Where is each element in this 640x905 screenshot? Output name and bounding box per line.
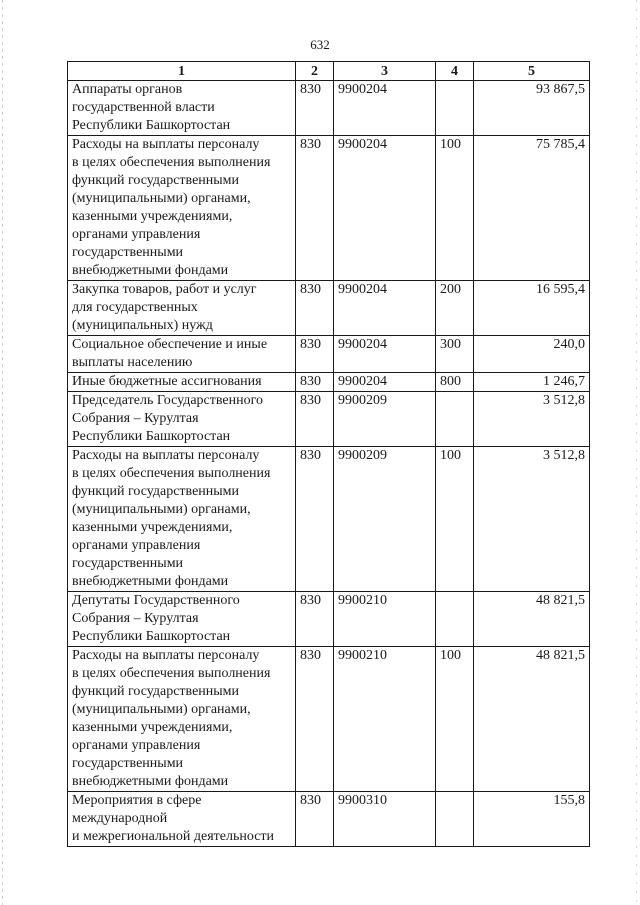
- row-program-code: 9900210: [334, 592, 436, 647]
- table-row: [68, 592, 590, 647]
- description-line: казенными учреждениями,: [72, 209, 233, 224]
- row-ministry-code: 830: [296, 647, 334, 792]
- description-line: Республики Башкортостан: [72, 429, 231, 444]
- table-header: [68, 62, 590, 81]
- description-line: внебюджетными фондами: [72, 774, 229, 789]
- description-line: (муниципальных) нужд: [72, 318, 213, 333]
- description-line: Мероприятия в сфере: [72, 793, 202, 808]
- description-line: Расходы на выплаты персоналу: [72, 448, 260, 463]
- description-line: Расходы на выплаты персоналу: [72, 648, 260, 663]
- table-row: [68, 373, 590, 392]
- description-line: и межрегиональной деятельности: [72, 829, 275, 844]
- description-line: органами управления: [72, 738, 201, 753]
- table-row: [68, 336, 590, 373]
- row-description: [68, 336, 296, 373]
- row-amount: 3 512,8: [474, 447, 590, 592]
- page-number: 632: [310, 37, 330, 52]
- row-ministry-code: 830: [296, 281, 334, 336]
- description-line: казенными учреждениями,: [72, 720, 233, 735]
- row-ministry-code: 830: [296, 373, 334, 392]
- row-expense-type: 800: [436, 373, 474, 392]
- description-line: Аппараты органов: [72, 82, 183, 97]
- description-line: государственными: [72, 556, 184, 571]
- row-program-code: 9900204: [334, 336, 436, 373]
- description-line: в целях обеспечения выполнения: [72, 666, 271, 681]
- row-program-code: 9900204: [334, 373, 436, 392]
- row-program-code: 9900204: [334, 136, 436, 281]
- row-description: [68, 136, 296, 281]
- header-col-2: 2: [296, 62, 334, 81]
- row-amount: 48 821,5: [474, 647, 590, 792]
- description-line: органами управления: [72, 538, 201, 553]
- header-col-4: 4: [436, 62, 474, 81]
- description-line: международной: [72, 811, 168, 826]
- row-amount: 240,0: [474, 336, 590, 373]
- description-line: внебюджетными фондами: [72, 574, 229, 589]
- table-row: [68, 136, 590, 281]
- row-expense-type: 100: [436, 136, 474, 281]
- description-line: Собрания – Курултая: [72, 611, 199, 626]
- row-program-code: 9900209: [334, 392, 436, 447]
- row-program-code: 9900209: [334, 447, 436, 592]
- row-ministry-code: 830: [296, 81, 334, 136]
- row-amount: 16 595,4: [474, 281, 590, 336]
- table-row: [68, 447, 590, 592]
- row-description: [68, 373, 296, 392]
- header-col-5: 5: [474, 62, 590, 81]
- description-line: Социальное обеспечение и иные: [72, 337, 268, 352]
- description-line: для государственных: [72, 300, 198, 315]
- description-line: органами управления: [72, 227, 201, 242]
- scan-edge-left: [2, 0, 3, 905]
- row-ministry-code: 830: [296, 392, 334, 447]
- row-expense-type: [436, 81, 474, 136]
- header-col-3: 3: [334, 62, 436, 81]
- description-line: функций государственными: [72, 484, 240, 499]
- row-expense-type: [436, 592, 474, 647]
- row-amount: 93 867,5: [474, 81, 590, 136]
- scan-edge-right: [636, 0, 637, 905]
- row-description: [68, 792, 296, 847]
- row-description: [68, 81, 296, 136]
- description-line: Председатель Государственного: [72, 393, 264, 408]
- header-col-1: 1: [68, 62, 296, 81]
- row-program-code: 9900310: [334, 792, 436, 847]
- table-row: [68, 281, 590, 336]
- table-row: [68, 792, 590, 847]
- description-line: казенными учреждениями,: [72, 520, 233, 535]
- row-expense-type: [436, 392, 474, 447]
- row-ministry-code: 830: [296, 447, 334, 592]
- header-row: [68, 62, 590, 81]
- description-line: Расходы на выплаты персоналу: [72, 137, 260, 152]
- row-description: [68, 281, 296, 336]
- row-program-code: 9900204: [334, 81, 436, 136]
- row-description: [68, 447, 296, 592]
- description-line: Депутаты Государственного: [72, 593, 240, 608]
- row-amount: 155,8: [474, 792, 590, 847]
- description-line: государственной власти: [72, 100, 215, 115]
- row-description: [68, 647, 296, 792]
- description-line: выплаты населению: [72, 355, 193, 370]
- row-expense-type: 100: [436, 447, 474, 592]
- budget-table: [67, 61, 590, 847]
- description-line: Иные бюджетные ассигнования: [72, 374, 262, 389]
- row-amount: 75 785,4: [474, 136, 590, 281]
- description-line: государственными: [72, 245, 184, 260]
- row-program-code: 9900210: [334, 647, 436, 792]
- row-amount: 48 821,5: [474, 592, 590, 647]
- description-line: (муниципальными) органами,: [72, 702, 251, 717]
- table-body: [68, 81, 590, 847]
- description-line: Республики Башкортостан: [72, 629, 231, 644]
- row-program-code: 9900204: [334, 281, 436, 336]
- description-line: функций государственными: [72, 684, 240, 699]
- row-amount: 3 512,8: [474, 392, 590, 447]
- description-line: (муниципальными) органами,: [72, 191, 251, 206]
- row-ministry-code: 830: [296, 792, 334, 847]
- row-amount: 1 246,7: [474, 373, 590, 392]
- row-expense-type: [436, 792, 474, 847]
- row-expense-type: 100: [436, 647, 474, 792]
- row-description: [68, 592, 296, 647]
- description-line: Собрания – Курултая: [72, 411, 199, 426]
- row-expense-type: 200: [436, 281, 474, 336]
- description-line: (муниципальными) органами,: [72, 502, 251, 517]
- description-line: функций государственными: [72, 173, 240, 188]
- table-row: [68, 647, 590, 792]
- description-line: государственными: [72, 756, 184, 771]
- row-ministry-code: 830: [296, 592, 334, 647]
- description-line: внебюджетными фондами: [72, 263, 229, 278]
- description-line: Республики Башкортостан: [72, 118, 231, 133]
- description-line: в целях обеспечения выполнения: [72, 466, 271, 481]
- table-row: [68, 81, 590, 136]
- description-line: в целях обеспечения выполнения: [72, 155, 271, 170]
- description-line: Закупка товаров, работ и услуг: [72, 282, 257, 297]
- row-description: [68, 392, 296, 447]
- row-ministry-code: 830: [296, 336, 334, 373]
- table-row: [68, 392, 590, 447]
- row-expense-type: 300: [436, 336, 474, 373]
- row-ministry-code: 830: [296, 136, 334, 281]
